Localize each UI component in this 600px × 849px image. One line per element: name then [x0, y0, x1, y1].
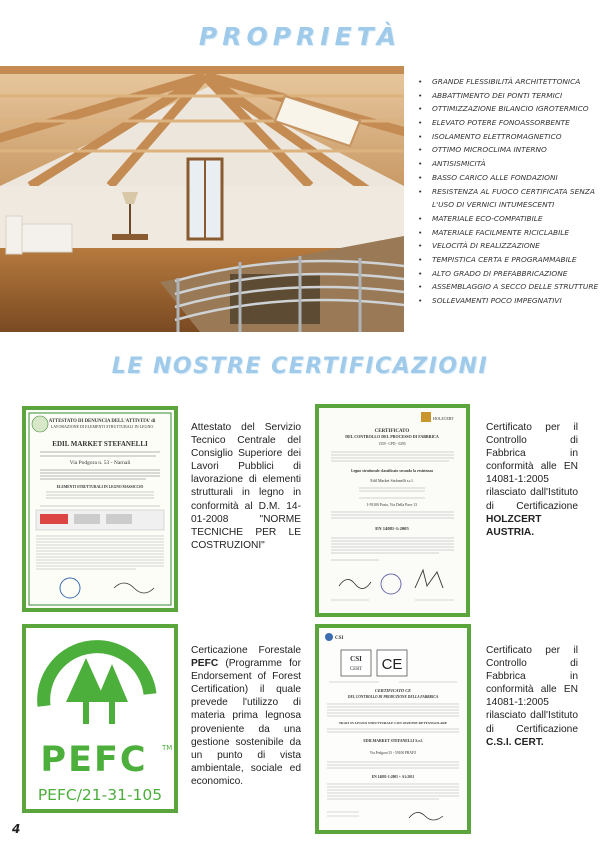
list-item: • MATERIALE ECO-COMPATIBILE: [416, 212, 600, 226]
properties-list: [416, 75, 600, 308]
list-item: • BASSO CARICO ALLE FONDAZIONI: [416, 171, 600, 185]
list-item: • ASSEMBLAGGIO A SECCO DELLE STRUTTURE: [416, 280, 600, 294]
cert4-text: Certificato per il Controllo di Fabbrica in conformità alle EN 14081-1:2005 rilasciato dall'Istituto di Certificazione: [486, 645, 578, 735]
cert4-doc-subtitle: DEL CONTROLLO DI PRODUZIONE DELLA FABBRICA: [347, 695, 439, 699]
list-item: • MATERIALE FACILMENTE RICICLABILE: [416, 226, 600, 240]
ce-mark: CE: [381, 656, 403, 673]
cert1-doc-address: Via Podgora n. 53 - Narnali: [69, 460, 131, 466]
pefc-trademark: TM: [162, 744, 173, 752]
cert4-brand-small: CSI: [335, 636, 344, 641]
certificate-4-document: [319, 628, 467, 830]
cert4-doc-norm: EN 14081-1:2005 + A1:2011: [371, 775, 415, 779]
cert2-doc-title: CERTIFICATO: [374, 429, 410, 434]
cert3-text: Certicazione Forestale: [191, 645, 301, 656]
pefc-logo-text: PEFC: [40, 740, 148, 780]
cert1-description: Attestato del Servizio Tecnico Centrale del Consiglio Superiore dei Lavori Pubblici di lavorazione di elementi strutturali in legno in conformità al D.M. 14-01-2008 "NORME TECNICHE PER LE COSTRUZIONI": [191, 422, 301, 551]
list-item: • GRANDE FLESSIBILITÀ ARCHITETTONICA: [416, 75, 600, 89]
cert4-brand: CSI: [350, 655, 362, 663]
list-item: • VELOCITÀ DI REALIZZAZIONE: [416, 239, 600, 253]
cert1-doc-section: ELEMENTI STRUTTURALI IN LEGNO MASSICCIO: [56, 485, 144, 489]
list-item: • OTTIMO MICROCLIMA INTERNO: [416, 143, 600, 157]
attic-interior-photo: [0, 66, 404, 332]
cert3-description: [191, 644, 301, 788]
pefc-logo: [26, 628, 174, 809]
cert4-issuer: C.S.I. CERT.: [486, 736, 544, 748]
cert2-issuer: HOLZCERT AUSTRIA.: [486, 513, 542, 538]
cert2-doc-company: Edil Market Stefanelli s.r.l.: [370, 478, 414, 483]
cert1-doc-subtitle: LAVORAZIONE DI ELEMENTI STRUTTURALI IN LEGNO: [50, 424, 154, 429]
cert2-logo: HOLZCERT: [433, 416, 454, 421]
cert4-doc-title: CERTIFICATO CE: [374, 688, 412, 693]
certificate-1-image: [22, 406, 178, 612]
page-number: 4: [12, 822, 21, 836]
cert2-text: Certificato per il Controllo di Fabbrica in conformità alle EN 14081-1:2005 rilasciato dall'Istituto di Certificazione: [486, 422, 578, 512]
cert2-doc-product: Legno strutturale classificato secondo la resistenza: [351, 469, 433, 473]
cert2-doc-norm: EN 14081-1:2005: [375, 526, 409, 531]
cert4-brand-sub: CERT: [349, 667, 363, 672]
pefc-logo-frame: [22, 624, 178, 813]
properties-title: PROPRIETÀ: [198, 22, 402, 51]
list-item: • SOLLEVAMENTI POCO IMPEGNATIVI: [416, 294, 600, 308]
cert1-doc-company: EDIL MARKET STEFANELLI: [52, 440, 148, 448]
cert2-description: [486, 421, 578, 539]
list-item: • ANTISISMICITÀ: [416, 157, 600, 171]
list-item: • OTTIMIZZAZIONE BILANCIO IGROTERMICO: [416, 102, 600, 116]
list-item: • RESISTENZA AL FUOCO CERTIFICATA SENZA: [416, 185, 600, 199]
list-item: • ALTO GRADO DI PREFABBRICAZIONE: [416, 267, 600, 281]
certifications-title: LE NOSTRE CERTIFICAZIONI: [111, 354, 489, 379]
cert4-description: [486, 644, 578, 749]
cert1-doc-title: ATTESTATO DI DENUNCIA DELL'ATTIVITA' di: [48, 419, 156, 424]
cert2-doc-number: 1359 - CPD - 0295: [378, 442, 406, 446]
cert4-doc-product: TRAVI IN LEGNO STRUTTURALE CON SEZIONE RETTANGOLARE: [338, 721, 448, 725]
certificate-2-image: [315, 404, 470, 617]
list-item: • ABBATTIMENTO DEI PONTI TERMICI: [416, 89, 600, 103]
cert3-bold: PEFC: [191, 658, 219, 670]
cert2-doc-address: I-59100 Prato, Via Della Pace 13: [366, 503, 418, 507]
certificate-2-document: [319, 408, 466, 613]
pefc-code: PEFC/21-31-105: [37, 786, 163, 804]
list-item: L'USO DI VERNICI INTUMESCENTI: [432, 200, 555, 210]
list-item: • ELEVATO POTERE FONOASSORBENTE: [416, 116, 600, 130]
cert3-text-rest: (Programme for Endorsement of Forest Certification) il quale prevede l'utilizzo di materia prima legnosa proveniente da una gestione sostenibile da un punto di vista ambientale, sociale ed economico.: [191, 658, 301, 787]
list-item: • TEMPISTICA CERTA E PROGRAMMABILE: [416, 253, 600, 267]
cert2-doc-subtitle: DEL CONTROLLO DEL PROCESSO DI FABBRICA: [345, 434, 439, 439]
certificate-4-image: [315, 624, 471, 834]
certificate-1-document: [26, 410, 174, 608]
cert4-doc-address: Via Podgora 53 - 59100 PRATO: [369, 751, 417, 755]
cert4-doc-company: EDILMARKET STEFANELLI S.r.l.: [363, 739, 423, 743]
list-item: • ISOLAMENTO ELETTROMAGNETICO: [416, 130, 600, 144]
